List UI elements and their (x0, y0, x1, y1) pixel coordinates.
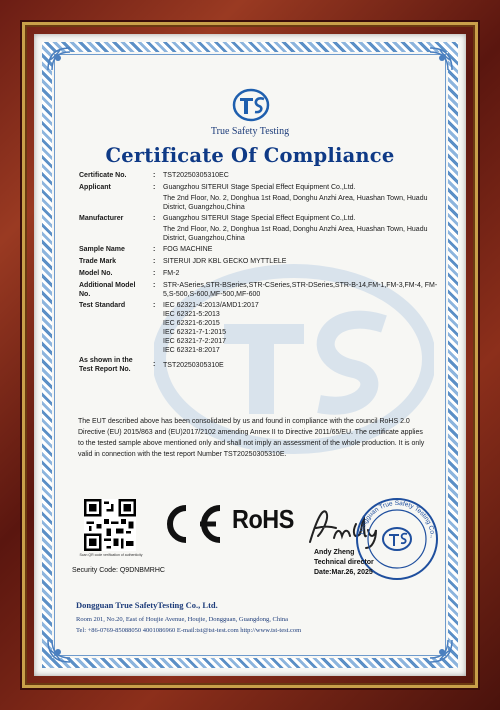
qr-caption: Scan QR code verification of authenticity (79, 553, 143, 557)
tst-logo-icon (231, 86, 271, 124)
certificate-title: Certificate Of Compliance (105, 144, 395, 167)
signer-block (314, 548, 374, 578)
footer-contact: Tel: +86-0769-85088050 4001086960 E-mail:tst@tst-test.com http://www.tst-test.com (76, 627, 302, 634)
footer-company: Dongguan True SafetyTesting Co., Ltd. (76, 600, 218, 610)
corner-ornament-icon (428, 46, 454, 72)
seal-text: Dongguan True Safety Testing Co., (358, 499, 436, 539)
signer-name: Andy Zheng (314, 549, 355, 556)
footer-address-block (76, 614, 436, 636)
corner-ornament-icon (46, 46, 72, 72)
footer-address: Room 201, No.20, East of Houjie Avenue, Houjie, Dongguan, Guangdong, China (76, 616, 289, 623)
ce-mark-icon (158, 502, 224, 546)
rohs-mark: RoHS (232, 504, 294, 534)
brand-name: True Safety Testing (210, 126, 290, 137)
compliance-statement: The EUT described above has been consolidated by us and found in compliance with the council RoHS 2.0 Directive (EU) 2015/863 and (EU)2017/2102 amending Annex II to Directive 2011/65/EU. The certificate applies to the tested sample above mentioned only and shall not imply an assessment of the whole production. It is only valid in connection with the test report Number TST20250305310E. (78, 418, 425, 458)
svg-text:Dongguan True Safety Testing C (354, 496, 436, 540)
qr-code-icon[interactable] (84, 499, 136, 551)
corner-ornament-icon (46, 638, 72, 664)
security-code: Security Code: Q9DNBMRHC (72, 567, 165, 574)
signer-role: Technical director (314, 559, 374, 566)
sign-date: Date:Mar.26, 2025 (314, 569, 373, 576)
certificate-sheet: True Safety Testing Certificate Of Compliance Certificate No. : TST20250305310EC Applicant : Guangzhou SITERUI Stage Special Effect Equipment Co.,Ltd. The 2nd Floor, No. 2, Donghua 1st Road, Donghu Anzhi Area, Huashan Town, Huadu District, Guangzhou,China Manufacturer : Guangzhou SITERUI Stage Special Effect Equipment Co.,Ltd. The 2nd Floor, No. 2, Donghua 1st Road, Donghu Anzhi Area, Huashan Town, Huadu District, Guangzhou,China Sample Name : FOG MACHINE Trade Mark : SITERUI JDR KBL GECKO MYTTLELE Model No. : FM-2 Additional Model No. : STR-ASeries,STR-BSeries,STR-CSeries,STR-DSeries,STR-B-14,FM-1,FM-3,FM-4, FM-5,S-500,S-600,MF-500,MF-600 Test Standard : IEC 62321-4:2013/AMD1:2017 IEC 62321-5:2013 IEC 62321-6:2015 IEC 62321-7-1:2015 IEC 62321-7-2:2017 IEC 62321-8:2017 As shown in the Test Report No. : TST20250305310E The EUT described above has been consolidated by us and found in compliance with the council RoHS 2.0 Directive (EU) 2015/863 and (EU)2017/2102 amending Annex II to Directive 2011/65/EU. The certificate applies to the tested sample above mentioned only and shall not imply an assessment of the whole production. It is only valid in connection with the test report Number TST20250305310E. Scan QR code verification of authenticity Security Code: Q9DNBMRHC RoHS Dongguan True Safety Testing Co., Andy Zheng Technical director Date:Mar.26, 2025 Dongguan True SafetyTesting Co., Ltd. Room 201, No.20, East of Houjie Avenue, Houjie, Dongguan, Guangdong, China Tel: +86-0769-85088050 4001086960 E-mail:tst@tst-test.com http://www.tst-test.com (34, 34, 466, 676)
corner-ornament-icon (428, 638, 454, 664)
